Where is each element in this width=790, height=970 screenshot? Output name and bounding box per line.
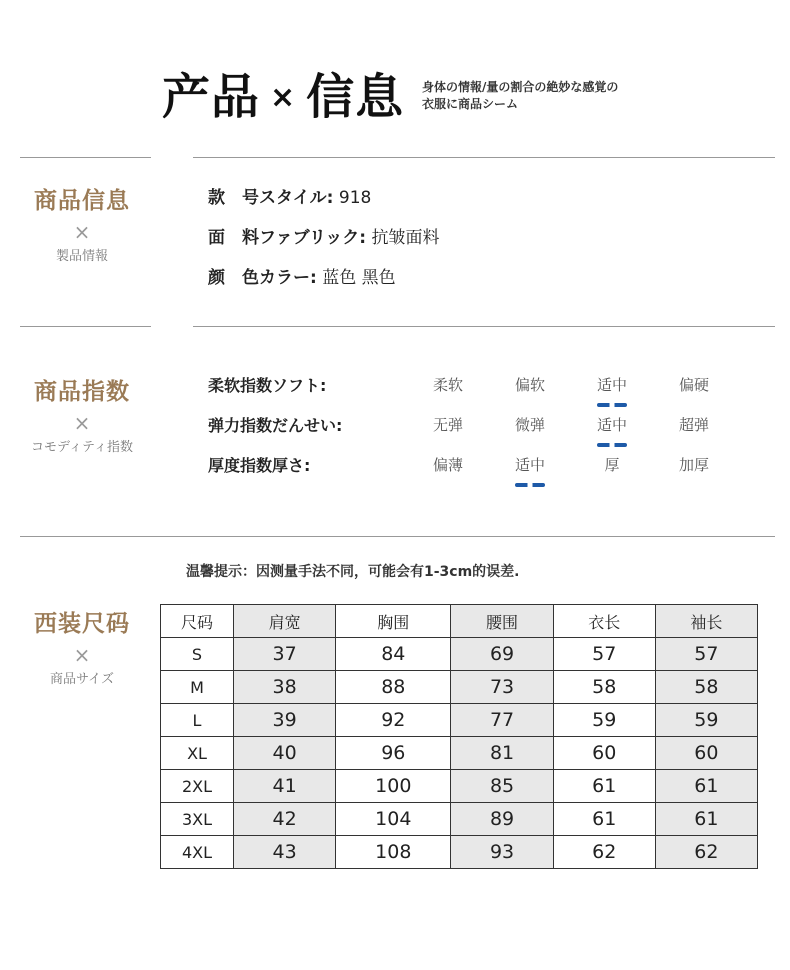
table-header-cell: 袖长 <box>655 605 757 638</box>
table-cell: 57 <box>553 638 655 671</box>
table-cell: XL <box>161 737 234 770</box>
info-label: 款 号スタイル: <box>208 188 334 208</box>
table-cell: 93 <box>451 836 553 869</box>
subtitle-line-1: 身体の情報/量の割合の絶妙な感覚の <box>422 80 619 94</box>
index-option: 偏硬 <box>678 376 709 394</box>
table-header-cell: 腰围 <box>451 605 553 638</box>
index-option-selected: 适中 <box>582 374 642 395</box>
table-cell: 88 <box>336 671 451 704</box>
section-subtitle: 製品情報 <box>55 249 108 264</box>
table-header-cell: 尺码 <box>161 605 234 638</box>
index-label: 柔软指数ソフト: <box>208 376 327 395</box>
table-cell: M <box>161 671 234 704</box>
table-row <box>161 737 758 770</box>
table-cell: 43 <box>234 836 336 869</box>
selected-mark-icon <box>597 443 627 447</box>
table-cell: 3XL <box>161 803 234 836</box>
times-icon: × <box>73 643 91 667</box>
page-subtitle <box>422 79 618 113</box>
section-subtitle: コモディティ指数 <box>31 440 133 455</box>
table-cell: 73 <box>451 671 553 704</box>
table-row <box>161 671 758 704</box>
index-label: 弹力指数だんせい: <box>208 416 343 435</box>
table-row <box>161 638 758 671</box>
table-cell: 38 <box>234 671 336 704</box>
title-times: × <box>270 80 297 115</box>
table-header-cell: 衣长 <box>553 605 655 638</box>
index-option: 厚 <box>604 456 620 474</box>
info-label: 颜 色カラー: <box>208 268 317 288</box>
table-cell: 104 <box>336 803 451 836</box>
table-row <box>161 770 758 803</box>
table-cell: 61 <box>655 803 757 836</box>
table-cell: 39 <box>234 704 336 737</box>
table-cell: 62 <box>553 836 655 869</box>
size-table <box>160 604 758 869</box>
table-header-cell: 肩宽 <box>234 605 336 638</box>
title-left: 产品 <box>162 69 261 125</box>
times-icon: × <box>73 411 91 435</box>
table-cell: 2XL <box>161 770 234 803</box>
table-cell: 41 <box>234 770 336 803</box>
index-option: 偏软 <box>514 376 545 394</box>
table-row <box>161 836 758 869</box>
section-subtitle: 商品サイズ <box>50 672 114 687</box>
section-label-index <box>20 373 144 455</box>
subtitle-line-2: 衣服に商品シーム <box>422 97 519 111</box>
selected-mark-icon <box>515 483 545 487</box>
table-cell: 89 <box>451 803 553 836</box>
table-cell: 62 <box>655 836 757 869</box>
times-icon: × <box>73 220 91 244</box>
divider-left <box>20 157 151 158</box>
table-cell: 96 <box>336 737 451 770</box>
section-title: 西装尺码 <box>34 611 130 637</box>
table-cell: 58 <box>553 671 655 704</box>
table-cell: S <box>161 638 234 671</box>
index-option: 加厚 <box>678 456 709 474</box>
index-label: 厚度指数厚さ: <box>208 456 311 475</box>
table-cell: 60 <box>553 737 655 770</box>
divider-right <box>193 157 775 158</box>
table-cell: 59 <box>655 704 757 737</box>
section-title: 商品指数 <box>34 379 130 405</box>
info-value: 蓝色 黑色 <box>322 268 396 288</box>
table-cell: 4XL <box>161 836 234 869</box>
info-value: 918 <box>338 188 372 208</box>
table-cell: L <box>161 704 234 737</box>
table-cell: 84 <box>336 638 451 671</box>
table-header-cell: 胸围 <box>336 605 451 638</box>
table-cell: 37 <box>234 638 336 671</box>
index-option-selected: 适中 <box>500 454 560 475</box>
table-cell: 42 <box>234 803 336 836</box>
table-cell: 40 <box>234 737 336 770</box>
divider-full <box>20 536 775 537</box>
table-cell: 85 <box>451 770 553 803</box>
table-cell: 60 <box>655 737 757 770</box>
divider-left <box>20 326 151 327</box>
index-option-selected: 适中 <box>582 414 642 435</box>
divider-right <box>193 326 775 327</box>
table-row <box>161 803 758 836</box>
page-title <box>162 58 404 127</box>
info-row-color <box>208 263 396 288</box>
info-row-style <box>208 183 371 208</box>
title-right: 信息 <box>306 69 405 125</box>
index-option: 无弹 <box>432 416 463 434</box>
table-cell: 69 <box>451 638 553 671</box>
table-cell: 92 <box>336 704 451 737</box>
section-label-info <box>20 182 144 264</box>
table-cell: 61 <box>553 803 655 836</box>
table-cell: 58 <box>655 671 757 704</box>
table-cell: 61 <box>655 770 757 803</box>
index-option: 柔软 <box>432 376 463 394</box>
info-row-fabric <box>208 223 440 248</box>
table-cell: 108 <box>336 836 451 869</box>
index-option: 微弹 <box>514 416 545 434</box>
table-cell: 61 <box>553 770 655 803</box>
table-cell: 77 <box>451 704 553 737</box>
table-row <box>161 704 758 737</box>
table-cell: 100 <box>336 770 451 803</box>
table-cell: 81 <box>451 737 553 770</box>
table-cell: 59 <box>553 704 655 737</box>
info-label: 面 料ファブリック: <box>208 228 367 248</box>
table-cell: 57 <box>655 638 757 671</box>
measurement-notice: 温馨提示：因测量手法不同，可能会有1-3cm的误差. <box>186 564 520 580</box>
selected-mark-icon <box>597 403 627 407</box>
section-title: 商品信息 <box>34 188 130 214</box>
section-label-size <box>20 605 144 687</box>
index-option: 超弹 <box>678 416 709 434</box>
index-option: 偏薄 <box>432 456 463 474</box>
info-value: 抗皱面料 <box>371 228 440 248</box>
table-header-row <box>161 605 758 638</box>
